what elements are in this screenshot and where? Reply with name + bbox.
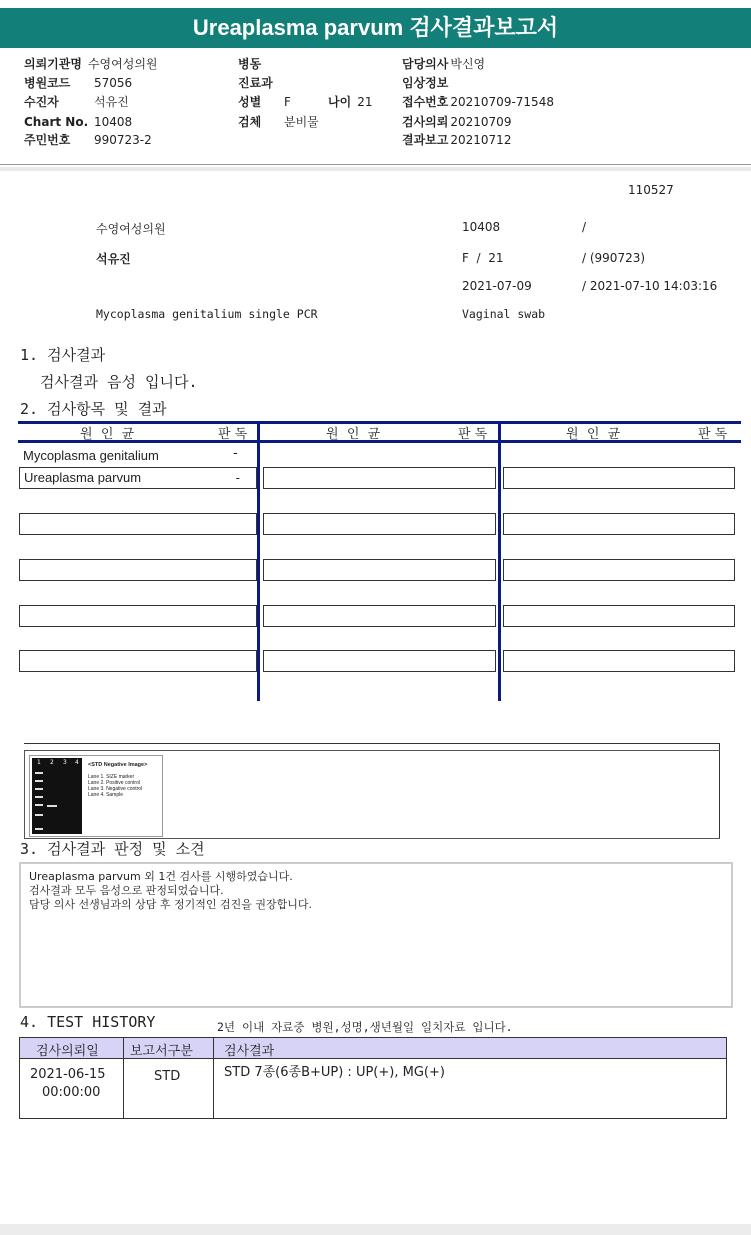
opinion-line: Ureaplasma parvum 외 1건 검사를 시행하였습니다. [29, 870, 293, 883]
header-value: 박신영 [450, 57, 486, 71]
gel-lane-number: 2 [50, 759, 54, 766]
section3-title: 3. 검사결과 판정 및 소견 [20, 840, 205, 858]
info-test-name: Mycoplasma genitalium single PCR [96, 307, 318, 321]
header-value: 21 [357, 95, 373, 109]
col-header-pathogen: 원 인 균 [566, 427, 621, 442]
info-specimen: Vaginal swab [462, 307, 546, 321]
report-title: Ureaplasma parvum 검사결과보고서 [0, 8, 751, 48]
header-value: 20210712 [450, 133, 512, 147]
header-value: F [284, 95, 291, 109]
result-row-empty [263, 650, 496, 672]
history-col-header: 보고서구분 [130, 1044, 193, 1059]
result-row-empty [19, 513, 257, 535]
opinion-line: 검사결과 모두 음성으로 판정되었습니다. [29, 884, 224, 897]
history-col-divider [213, 1038, 214, 1059]
header-row-sex [238, 94, 291, 110]
info-clinic: 수영여성의원 [96, 222, 166, 236]
gel-caption: <STD Negative Image> [88, 762, 148, 768]
result-row-empty [263, 605, 496, 627]
header-value: 석유진 [94, 95, 129, 109]
header-label: 결과보고 [402, 133, 449, 147]
header-label: Chart No. [24, 115, 89, 129]
header-label: 검사의뢰 [402, 115, 449, 129]
history-type: STD [154, 1069, 181, 1084]
gel-band [35, 804, 43, 806]
gel-band [35, 814, 43, 816]
header-label: 나이 [328, 95, 352, 109]
gel-legend-item: Lane 3. Negative control [88, 786, 143, 792]
header-label: 검체 [238, 115, 262, 129]
gel-image-frame [24, 750, 720, 839]
gel-lane-number: 4 [75, 759, 79, 766]
table-column-divider [257, 421, 260, 701]
result-row-empty [263, 467, 496, 489]
gel-lane-number: 1 [37, 759, 41, 766]
info-report-datetime: / 2021-07-10 14:03:16 [582, 279, 718, 293]
header-label: 성별 [238, 95, 262, 109]
header-divider-shadow [0, 167, 751, 171]
header-label: 병동 [238, 57, 262, 71]
gel-legend-item: Lane 4. Sample [88, 792, 124, 798]
header-row-hospital-code [24, 75, 132, 91]
history-col-header: 검사결과 [224, 1044, 275, 1059]
history-col-header: 검사의뢰일 [36, 1044, 99, 1059]
history-col-divider [213, 1059, 214, 1118]
result-row-empty [503, 559, 735, 581]
result-row-empty [19, 559, 257, 581]
header-row-doctor [402, 56, 485, 72]
history-row [19, 1059, 727, 1119]
header-row-specimen [238, 114, 319, 130]
history-col-divider [123, 1059, 124, 1118]
gel-image [29, 755, 163, 837]
header-row-age [328, 94, 372, 110]
gel-legend-item: Lane 1. SIZE marker [88, 774, 135, 780]
header-label: 주민번호 [24, 133, 71, 147]
section1-text: 검사결과 음성 입니다. [40, 373, 198, 391]
header-row-ward [238, 56, 267, 72]
result-row-empty [19, 650, 257, 672]
history-time: 00:00:00 [42, 1085, 101, 1100]
gel-band [35, 780, 43, 782]
gel-legend [88, 762, 147, 798]
header-label: 접수번호 [402, 95, 449, 109]
gel-photo [32, 758, 82, 834]
history-date: 2021-06-15 [30, 1067, 106, 1082]
table-column-divider [498, 421, 501, 701]
header-row-request [402, 114, 511, 130]
header-label: 담당의사 [402, 57, 449, 71]
result-row-empty [503, 650, 735, 672]
header-label: 의뢰기관명 [24, 57, 82, 71]
info-receive-date: 2021-07-09 [462, 279, 532, 293]
info-chart-no: 10408 [462, 220, 501, 234]
gel-band [35, 796, 43, 798]
header-value: 57056 [94, 76, 133, 90]
result-row-value: - [233, 446, 238, 461]
gel-image-panel [24, 743, 720, 838]
report-header [0, 54, 751, 164]
result-row-empty [19, 605, 257, 627]
opinion-box [19, 862, 733, 1008]
header-row-accession [402, 94, 554, 110]
header-row-id [24, 132, 152, 148]
result-row-empty [503, 513, 735, 535]
header-value: 20210709-71548 [450, 95, 554, 109]
header-row-clinic [24, 56, 158, 72]
history-header-row [19, 1037, 727, 1059]
header-label: 진료과 [238, 76, 273, 90]
header-label: 수진자 [24, 95, 59, 109]
result-row-empty [263, 559, 496, 581]
result-row-empty [503, 467, 735, 489]
history-note: 2년 이내 자료중 병원,성명,생년월일 일치자료 입니다. [217, 1020, 513, 1034]
header-value: 분비물 [284, 115, 319, 129]
header-row-patient [24, 94, 129, 110]
gel-band [35, 828, 43, 830]
info-slash: / [582, 220, 587, 234]
header-value: 10408 [94, 115, 133, 129]
info-sex-age: F / 21 [462, 251, 504, 265]
result-row-name: Mycoplasma genitalium [23, 448, 159, 463]
section1-title: 1. 검사결과 [20, 346, 106, 364]
col-header-pathogen: 원 인 균 [80, 427, 135, 442]
gel-band [35, 788, 43, 790]
col-header-pathogen: 원 인 균 [326, 427, 381, 442]
report-code: 110527 [628, 183, 674, 197]
section4-title: 4. TEST HISTORY [20, 1013, 156, 1031]
header-label: 임상정보 [402, 76, 449, 90]
gel-legend-item: Lane 2. Positive control [88, 780, 140, 786]
result-row-name: Ureaplasma parvum [24, 470, 142, 485]
header-row-clinical [402, 75, 454, 91]
result-row-value: - [235, 470, 240, 485]
header-label: 병원코드 [24, 76, 71, 90]
result-row [19, 467, 257, 489]
info-birth: / (990723) [582, 251, 646, 265]
gel-lane-number: 3 [63, 759, 67, 766]
header-value: 수영여성의원 [87, 57, 158, 71]
result-row-empty [263, 513, 496, 535]
header-divider [0, 164, 751, 165]
header-row-report [402, 132, 511, 148]
section2-title: 2. 검사항목 및 결과 [20, 400, 167, 418]
result-row-empty [503, 605, 735, 627]
gel-band [47, 805, 57, 807]
col-header-result: 판 독 [218, 427, 248, 442]
col-header-result: 판 독 [698, 427, 728, 442]
history-result: STD 7종(6종B+UP) : UP(+), MG(+) [224, 1065, 445, 1080]
header-row-chart [24, 114, 132, 130]
header-value: 990723-2 [94, 133, 152, 147]
gel-band [35, 772, 43, 774]
col-header-result: 판 독 [458, 427, 488, 442]
header-row-dept [238, 75, 279, 91]
opinion-line: 담당 의사 선생님과의 상담 후 정기적인 검진을 권장합니다. [29, 898, 312, 911]
footer-bar [0, 1224, 751, 1235]
header-value: 20210709 [450, 115, 512, 129]
info-patient: 석유진 [96, 252, 131, 266]
history-col-divider [123, 1038, 124, 1059]
